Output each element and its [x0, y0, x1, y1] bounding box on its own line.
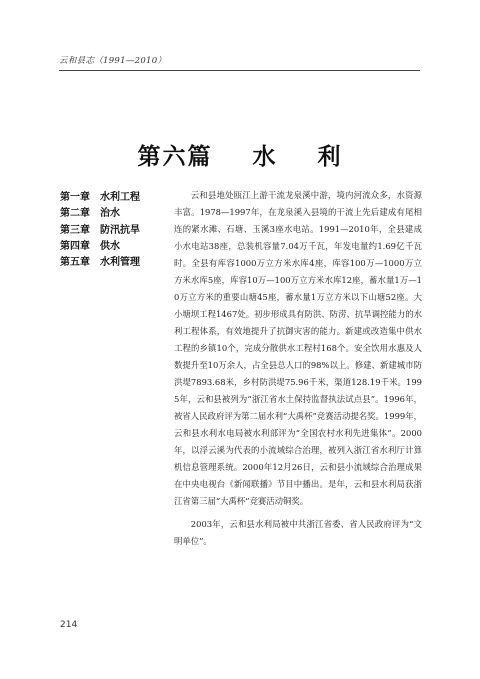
- body-paragraph: 2003年，云和县水利局被中共浙江省委、省人民政府评为“文明单位”。: [174, 519, 422, 546]
- running-header: 云和县志（1991—2010）: [59, 56, 167, 66]
- page-number: 214: [60, 620, 78, 630]
- chapter-title: 供水: [100, 240, 120, 252]
- chapter-title: 水利工程: [100, 192, 140, 203]
- chapter-title: 防汛抗旱: [100, 224, 140, 236]
- chapter-title: 治水: [100, 208, 120, 220]
- chapter-item: [60, 255, 170, 271]
- chapter-item: [60, 223, 170, 239]
- chapter-number: 第二章: [60, 208, 90, 220]
- intro-text: [174, 187, 422, 556]
- chapter-number: 第四章: [60, 240, 90, 252]
- header-rule: [59, 70, 420, 71]
- chapter-list: [60, 190, 170, 271]
- chapter-number: 第三章: [60, 224, 90, 236]
- chapter-item: [60, 239, 170, 255]
- part-title: 第六篇 水 利: [137, 143, 343, 170]
- body-paragraph: 云和县地处瓯江上游干流龙泉溪中游，境内河流众多，水资源丰富。1978—1997年，在龙泉溪入县境的干流上先后建成有尾相连的紧水滩、石塘、玉溪3座水电站。1991—2010年，全县建成小水电站38座，总装机容量7.04万千瓦，年发电量约1.69亿千瓦时。全县有库容1000万立方米水库4座，库容100万—1000万立方米水库5座，库容10万—100万立方米水库12座，蓄水量1万—10万立方米的重要山塘45座，蓄水量1万立方米以下山塘52座。大小塘坝工程1467处。初步形成具有防洪、防涝、抗旱调控能力的水利工程体系，有效地提升了抗御灾害的能力。新建或改造集中供水工程的乡镇10个，完成分散供水工程村168个。安全饮用水惠及人数提升至10万余人，占全县总人口的98%以上。修建、新建城市防洪堤7893.68米，乡村防洪堤75.96千米，渠道128.19千米。1995年，云和县被列为“浙江省水土保持监督执法试点县”。1996年，被省人民政府评为第二届水利“大禹杯”竞赛活动提名奖。1999年，云和县水利水电局被水利部评为“全国农村水利先进集体”。2000年，以浮云溪为代表的小流域综合治理，被列入浙江省水利厅计算机信息管理系统。2000年12月26日，云和县小流域综合治理成果在中央电视台《新闻联播》节目中播出。是年，云和县水利局获浙江省第三届“大禹杯”竞赛活动铜奖。: [174, 190, 422, 506]
- chapter-number: 第五章: [60, 257, 90, 269]
- chapter-item: [60, 206, 170, 222]
- chapter-number: 第一章: [60, 192, 90, 203]
- chapter-item: [60, 190, 170, 206]
- chapter-title: 水利管理: [100, 257, 140, 269]
